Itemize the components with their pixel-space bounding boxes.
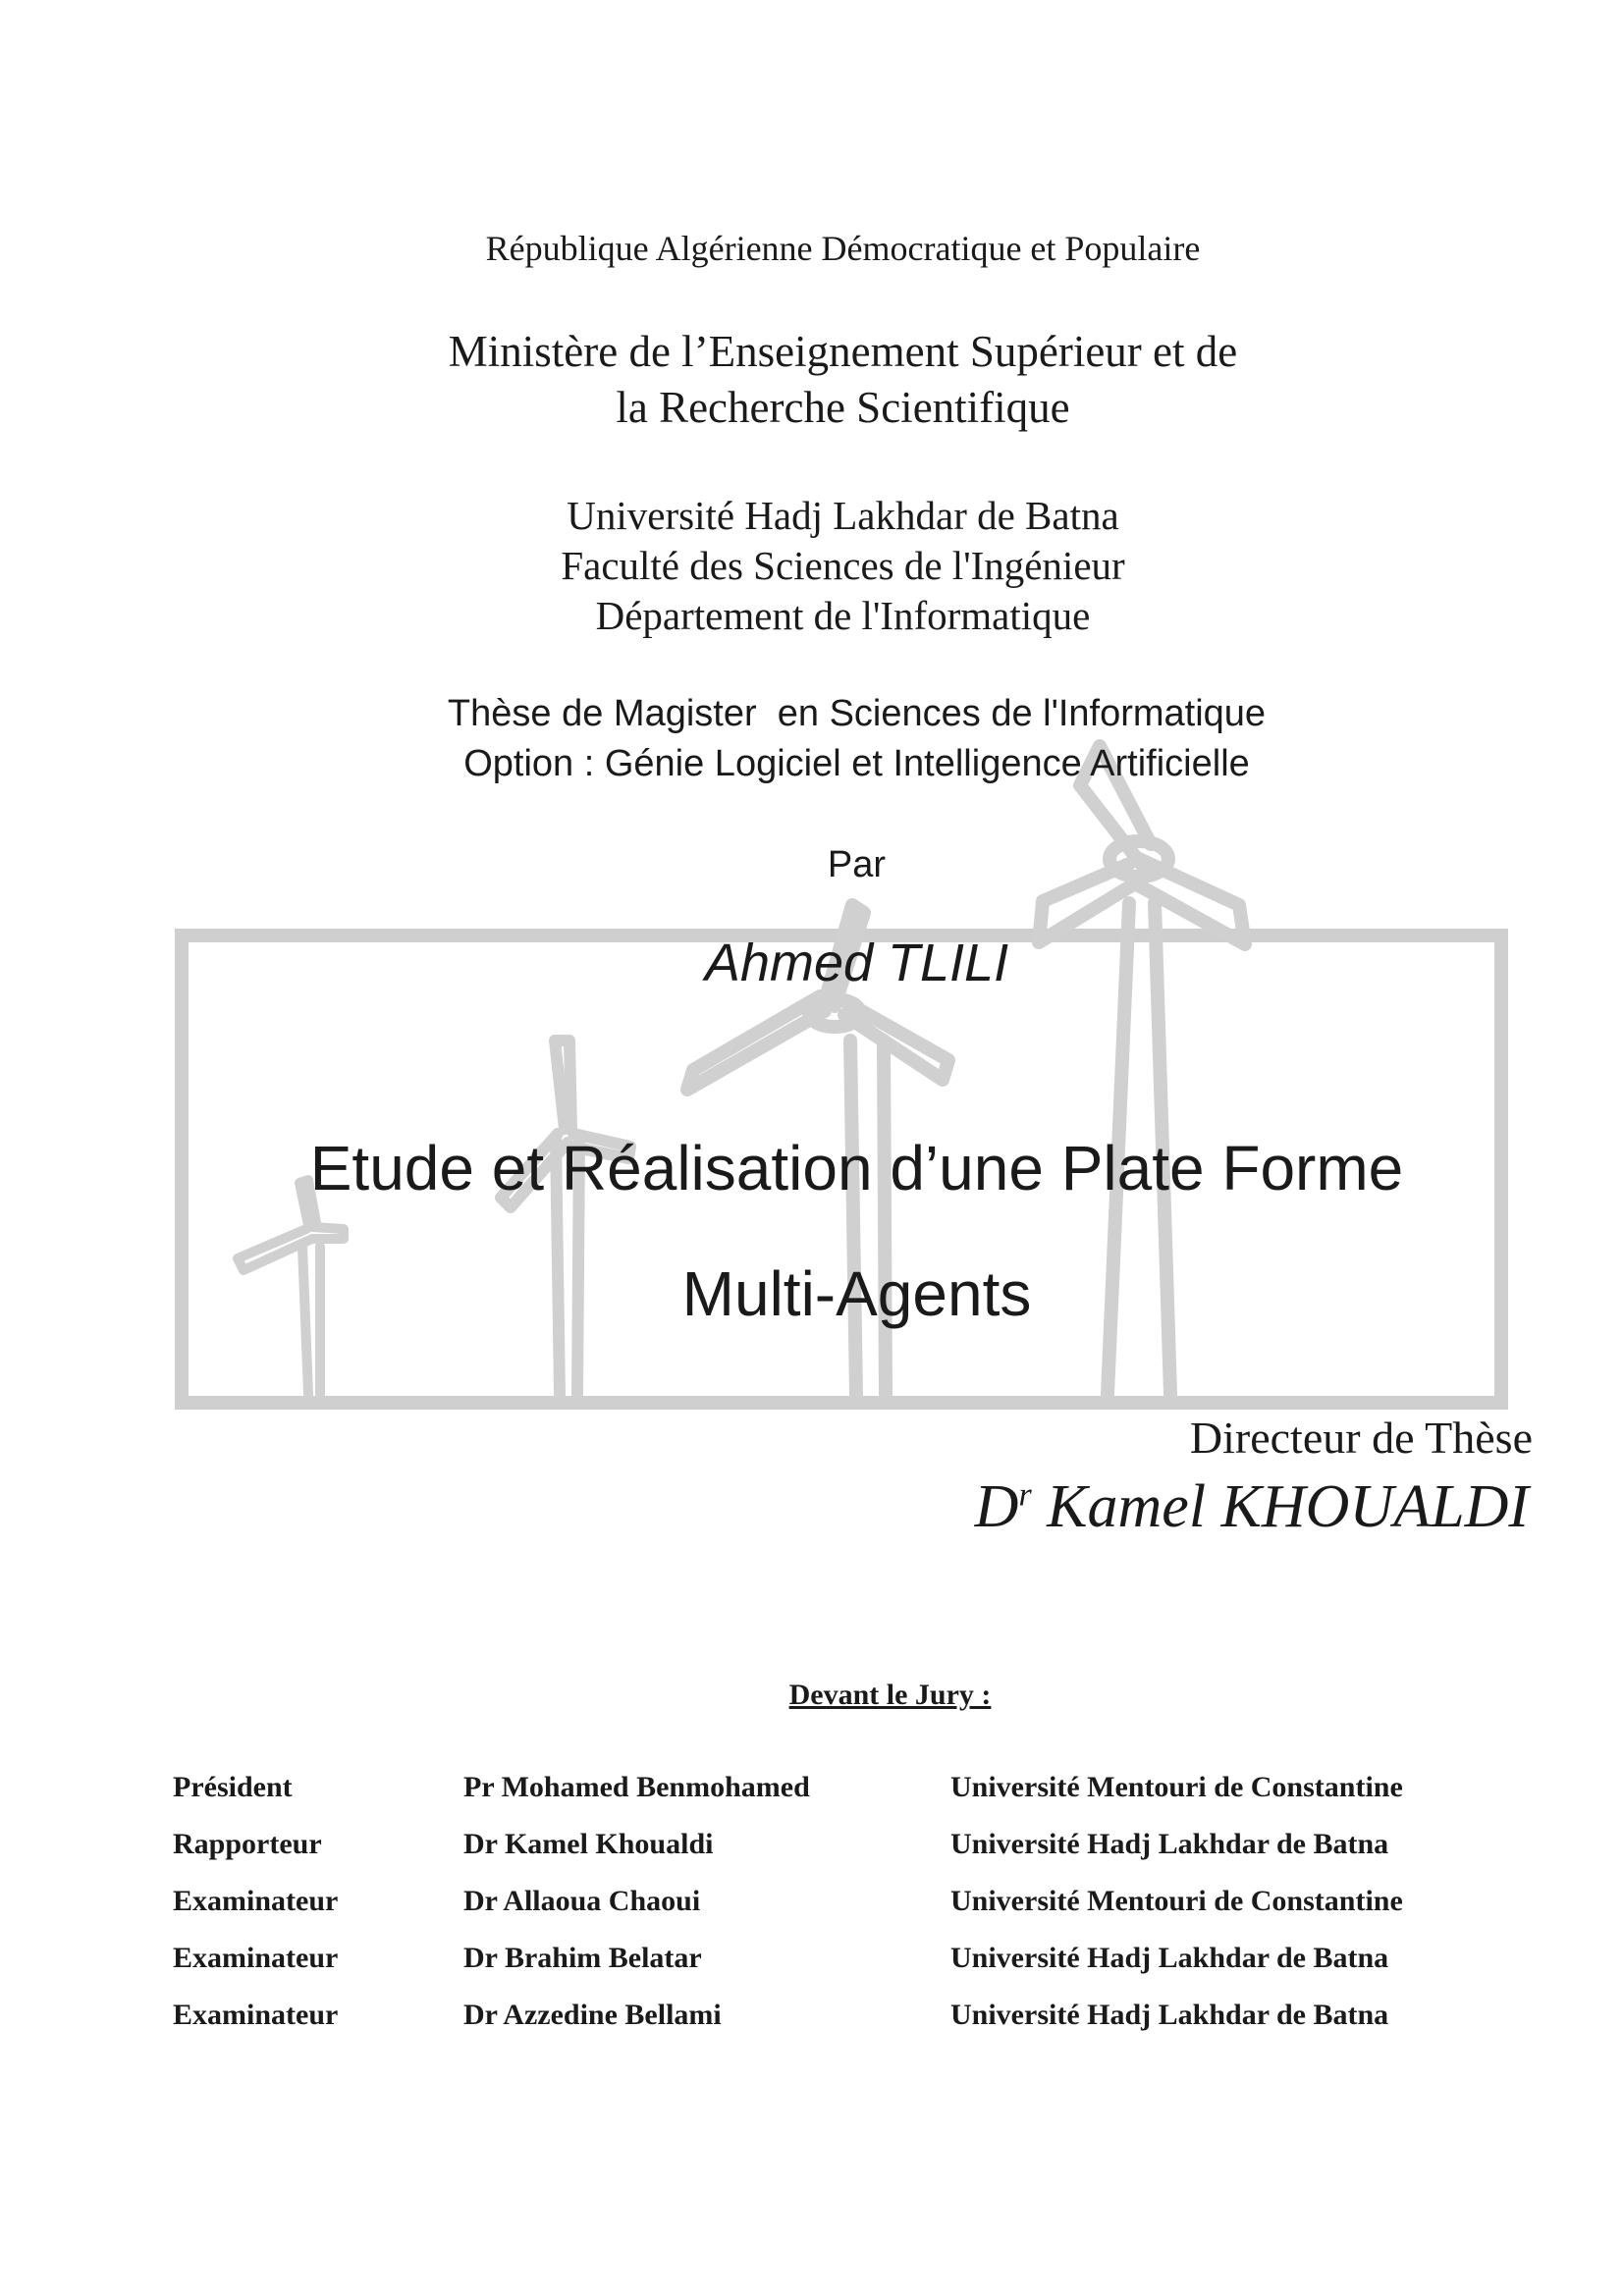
ministry-name	[31, 324, 1623, 436]
jury-institution: Université Hadj Lakhdar de Batna	[950, 1942, 1389, 1974]
jury-member-name: Dr Brahim Belatar	[463, 1942, 702, 1974]
republic-name: République Algérienne Démocratique et Populaire	[485, 229, 1201, 268]
thesis-title	[45, 1105, 1623, 1357]
thesis-degree: Thèse de Magister en Sciences de l'Informatique	[447, 693, 1267, 734]
jury-member-name: Pr Mohamed Benmohamed	[463, 1771, 810, 1803]
director-full-name: Kamel KHOUALDI	[1031, 1473, 1529, 1540]
jury-institution: Université Mentouri de Constantine	[950, 1771, 1403, 1803]
institution-block	[31, 491, 1623, 641]
director-name	[975, 1472, 1529, 1542]
jury-heading: Devant le Jury :	[788, 1679, 992, 1711]
thesis-title-line-1: Etude et Réalisation d’une Plate Forme	[309, 1133, 1404, 1203]
thesis-info	[45, 689, 1623, 789]
jury-role: Examinateur	[173, 1885, 339, 1917]
thesis-title-line-2: Multi-Agents	[681, 1258, 1032, 1329]
jury-row	[0, 1999, 1623, 2056]
jury-institution: Université Hadj Lakhdar de Batna	[950, 1999, 1389, 2031]
jury-member-name: Dr Azzedine Bellami	[463, 1999, 722, 2031]
jury-row	[0, 1771, 1623, 1828]
university-name: Université Hadj Lakhdar de Batna	[567, 493, 1119, 538]
jury-row	[0, 1942, 1623, 1999]
jury-member-name: Dr Kamel Khoualdi	[463, 1828, 714, 1860]
jury-member-name: Dr Allaoua Chaoui	[463, 1885, 701, 1917]
jury-institution: Université Mentouri de Constantine	[950, 1885, 1403, 1917]
director-label: Directeur de Thèse	[1189, 1413, 1533, 1463]
department-name: Département de l'Informatique	[595, 593, 1091, 638]
ministry-line-1: Ministère de l’Enseignement Supérieur et de	[448, 327, 1238, 376]
director-title-sup: r	[1018, 1476, 1032, 1514]
thesis-option: Option : Génie Logiciel et Intelligence Artificielle	[463, 743, 1250, 784]
jury-role: Examinateur	[173, 1999, 339, 2031]
jury-institution: Université Hadj Lakhdar de Batna	[950, 1828, 1389, 1860]
faculty-name: Faculté des Sciences de l'Ingénieur	[561, 543, 1125, 588]
jury-row	[0, 1885, 1623, 1942]
director-title-prefix: D	[974, 1473, 1019, 1540]
author-name: Ahmed TLILI	[704, 934, 1009, 992]
ministry-line-2: la Recherche Scientifique	[616, 383, 1070, 432]
jury-role: Rapporteur	[173, 1828, 322, 1860]
by-label: Par	[827, 844, 887, 885]
jury-role: Président	[173, 1771, 293, 1803]
jury-role: Examinateur	[173, 1942, 339, 1974]
jury-row	[0, 1828, 1623, 1885]
